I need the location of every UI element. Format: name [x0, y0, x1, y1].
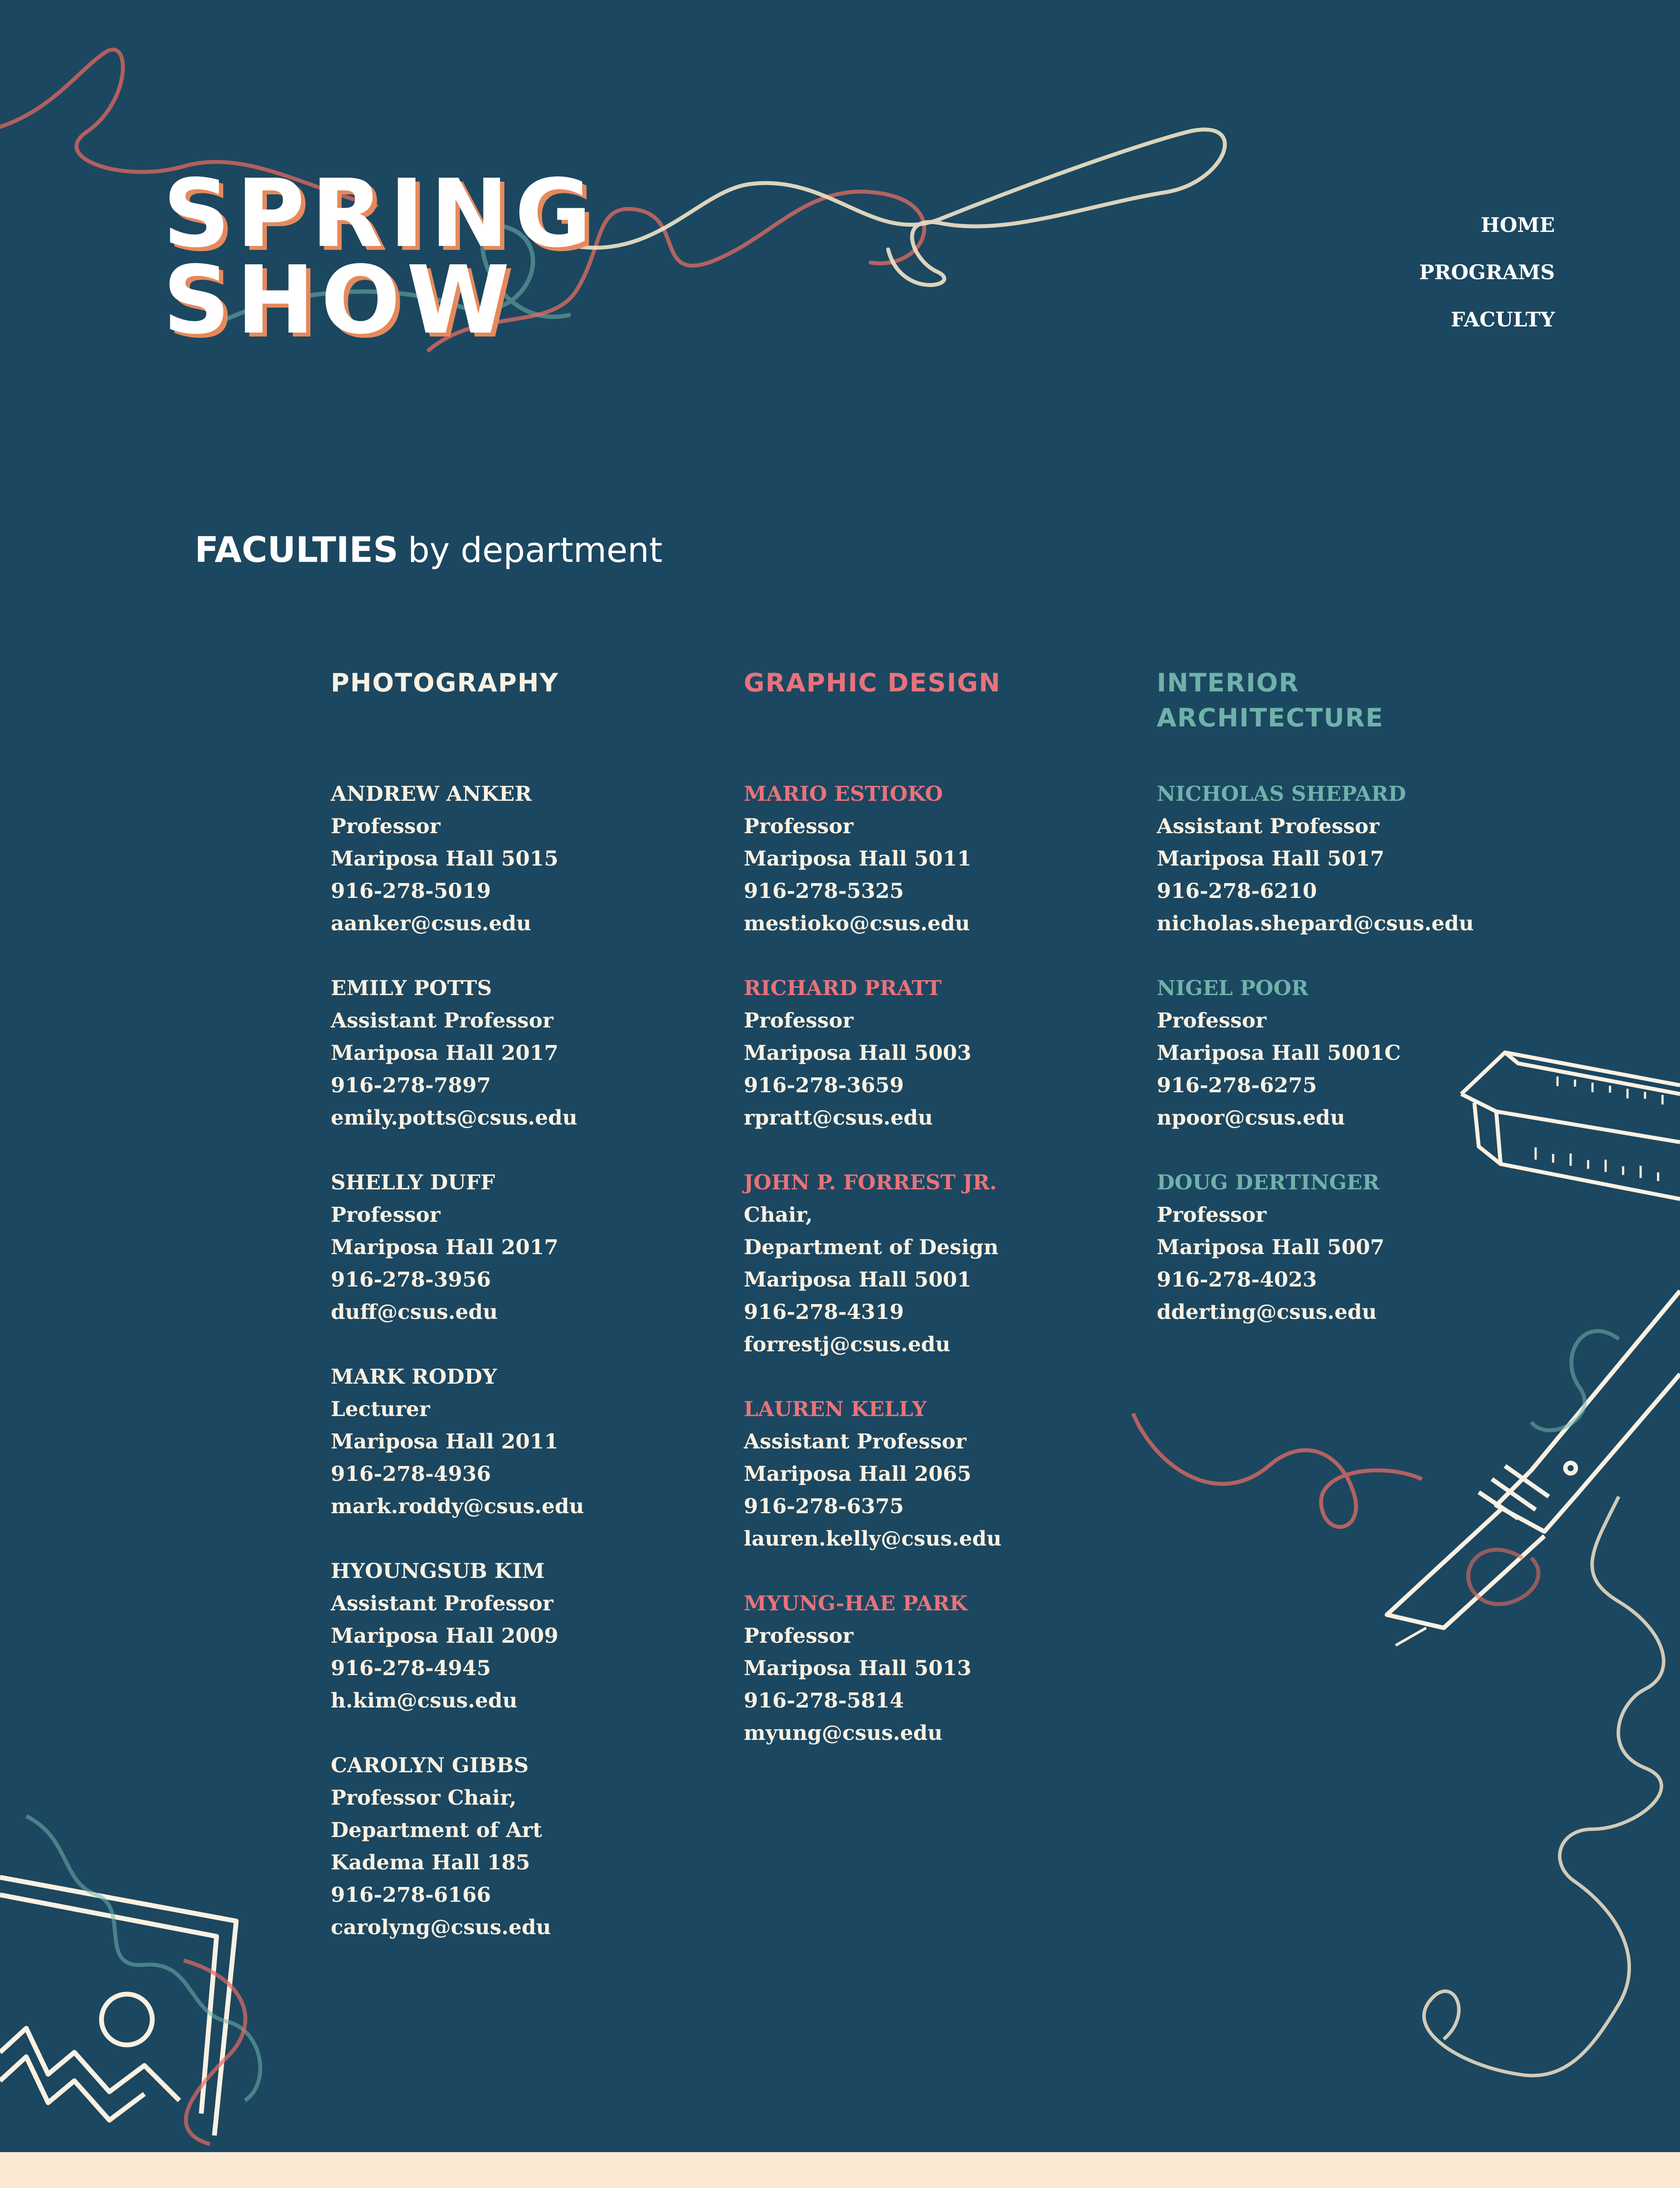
footer [0, 2152, 1680, 2188]
faculty-email-link[interactable]: mark.roddy@csus.edu [331, 1494, 584, 1518]
faculty-name: NICHOLAS SHEPARD [1157, 782, 1406, 806]
faculty-email-link[interactable]: aanker@csus.edu [331, 912, 532, 936]
faculty-detail: Professor [331, 1203, 441, 1227]
page-title-strong: FACULTIES [195, 529, 399, 570]
faculty-name: RICHARD PRATT [744, 976, 942, 1000]
faculty-detail: Kadema Hall 185 [331, 1851, 530, 1875]
faculty-email-link[interactable]: emily.potts@csus.edu [331, 1106, 578, 1130]
faculty-detail: 916-278-6166 [331, 1883, 491, 1907]
faculty-detail: Department of Art [331, 1818, 542, 1842]
faculty-name: MARIO ESTIOKO [744, 782, 943, 806]
faculty-detail: Professor [744, 1009, 854, 1033]
faculty-detail: Mariposa Hall 2065 [744, 1462, 972, 1486]
faculty-detail: 916-278-4945 [331, 1656, 491, 1680]
faculty-list [331, 778, 716, 1944]
faculty-detail: Professor [1157, 1009, 1267, 1033]
faculty-email-link[interactable]: myung@csus.edu [744, 1721, 943, 1745]
faculty-entry [744, 972, 1129, 1134]
picture-frame-drawing [0, 1816, 260, 2144]
faculty-detail: 916-278-4023 [1157, 1268, 1317, 1292]
faculty-name: MARK RODDY [331, 1365, 497, 1389]
faculty-entry [331, 1750, 716, 1944]
faculty-detail: Mariposa Hall 5013 [744, 1656, 972, 1680]
faculty-name: CAROLYN GIBBS [331, 1753, 529, 1778]
faculty-detail: 916-278-4936 [331, 1462, 491, 1486]
faculty-detail: Department of Design [744, 1235, 999, 1259]
faculty-detail: Professor [331, 814, 441, 838]
faculty-name: ANDREW ANKER [331, 782, 532, 806]
faculty-entry [1157, 972, 1542, 1134]
faculty-detail: 916-278-3659 [744, 1073, 904, 1098]
faculty-entry [744, 1588, 1129, 1750]
department-title: PHOTOGRAPHY [331, 668, 559, 698]
faculty-detail: Assistant Professor [1157, 814, 1379, 838]
faculty-detail: Professor Chair, [331, 1786, 517, 1810]
nav-home-link[interactable]: HOME [1480, 213, 1555, 237]
faculty-detail: Mariposa Hall 5001 [744, 1268, 972, 1292]
nav-programs-link[interactable]: PROGRAMS [1419, 260, 1555, 284]
faculty-detail: Mariposa Hall 5017 [1157, 847, 1385, 871]
faculty-detail: Professor [744, 814, 854, 838]
faculty-email-link[interactable]: duff@csus.edu [331, 1300, 498, 1324]
faculty-detail: 916-278-6275 [1157, 1073, 1317, 1098]
nav-faculty-link[interactable]: FACULTY [1450, 308, 1555, 331]
faculty-detail: Mariposa Hall 2009 [331, 1624, 559, 1648]
faculty-detail: Chair, [744, 1203, 813, 1227]
department-column-interior-architecture [1157, 665, 1542, 1361]
faculty-name: DOUG DERTINGER [1157, 1171, 1379, 1195]
faculty-entry [1157, 778, 1542, 940]
faculty-detail: 916-278-6210 [1157, 879, 1317, 903]
faculty-entry [331, 778, 716, 940]
faculty-entry [744, 778, 1129, 940]
faculty-detail: Professor [1157, 1203, 1267, 1227]
faculty-entry [744, 1393, 1129, 1555]
faculty-entry [744, 1167, 1129, 1361]
faculty-detail: 916-278-6375 [744, 1494, 904, 1518]
faculty-detail: Assistant Professor [331, 1592, 553, 1616]
department-column-photography [331, 665, 716, 1976]
faculty-name: LAUREN KELLY [744, 1397, 927, 1421]
faculty-detail: Mariposa Hall 2017 [331, 1041, 559, 1065]
faculty-detail: Mariposa Hall 5015 [331, 847, 559, 871]
faculty-name: HYOUNGSUB KIM [331, 1559, 545, 1583]
faculty-email-link[interactable]: lauren.kelly@csus.edu [744, 1527, 1002, 1551]
faculty-email-link[interactable]: rpratt@csus.edu [744, 1106, 933, 1130]
faculty-name: EMILY POTTS [331, 976, 492, 1000]
faculty-name: JOHN P. FORREST JR. [744, 1171, 997, 1195]
faculty-detail: 916-278-5019 [331, 879, 491, 903]
faculty-detail: 916-278-5325 [744, 879, 904, 903]
faculty-list [1157, 778, 1542, 1329]
faculty-detail: 916-278-3956 [331, 1268, 491, 1292]
faculty-detail: Mariposa Hall 2011 [331, 1430, 559, 1454]
faculty-detail: 916-278-5814 [744, 1689, 904, 1713]
faculty-entry [1157, 1167, 1542, 1329]
logo-line-show: SHOW [163, 246, 516, 355]
faculty-detail: Mariposa Hall 5011 [744, 847, 972, 871]
page-title-light: by department [408, 531, 663, 570]
faculty-email-link[interactable]: nicholas.shepard@csus.edu [1157, 912, 1474, 936]
faculty-detail: Mariposa Hall 2017 [331, 1235, 559, 1259]
faculty-entry [331, 1555, 716, 1717]
faculty-email-link[interactable]: dderting@csus.edu [1157, 1300, 1377, 1324]
faculty-email-link[interactable]: h.kim@csus.edu [331, 1689, 518, 1713]
faculty-detail: Professor [744, 1624, 854, 1648]
top-nav [1419, 201, 1555, 343]
faculty-email-link[interactable]: forrestj@csus.edu [744, 1332, 951, 1357]
craft-knife-drawing [1133, 1291, 1680, 2076]
department-title: INTERIOR ARCHITECTURE [1157, 668, 1384, 733]
faculty-detail: Assistant Professor [331, 1009, 553, 1033]
department-column-graphic-design [744, 665, 1129, 1782]
faculty-list [744, 778, 1129, 1750]
faculty-detail: Lecturer [331, 1397, 430, 1421]
faculty-name: SHELLY DUFF [331, 1171, 495, 1195]
faculty-email-link[interactable]: mestioko@csus.edu [744, 912, 970, 936]
logo-line-spring: SPRING [163, 159, 598, 268]
department-title: GRAPHIC DESIGN [744, 668, 1001, 698]
page-title [195, 529, 662, 570]
faculty-detail: Assistant Professor [744, 1430, 966, 1454]
faculty-entry [331, 1361, 716, 1523]
spring-show-logo[interactable] [163, 159, 598, 355]
faculty-detail: Mariposa Hall 5007 [1157, 1235, 1385, 1259]
faculty-email-link[interactable]: carolyng@csus.edu [331, 1915, 551, 1939]
faculty-email-link[interactable]: npoor@csus.edu [1157, 1106, 1345, 1130]
faculty-name: NIGEL POOR [1157, 976, 1309, 1000]
faculty-detail: Mariposa Hall 5001C [1157, 1041, 1401, 1065]
faculty-name: MYUNG-HAE PARK [744, 1592, 968, 1616]
faculty-detail: 916-278-4319 [744, 1300, 904, 1324]
faculty-entry [331, 972, 716, 1134]
faculty-entry [331, 1167, 716, 1329]
faculty-detail: 916-278-7897 [331, 1073, 491, 1098]
faculty-detail: Mariposa Hall 5003 [744, 1041, 972, 1065]
